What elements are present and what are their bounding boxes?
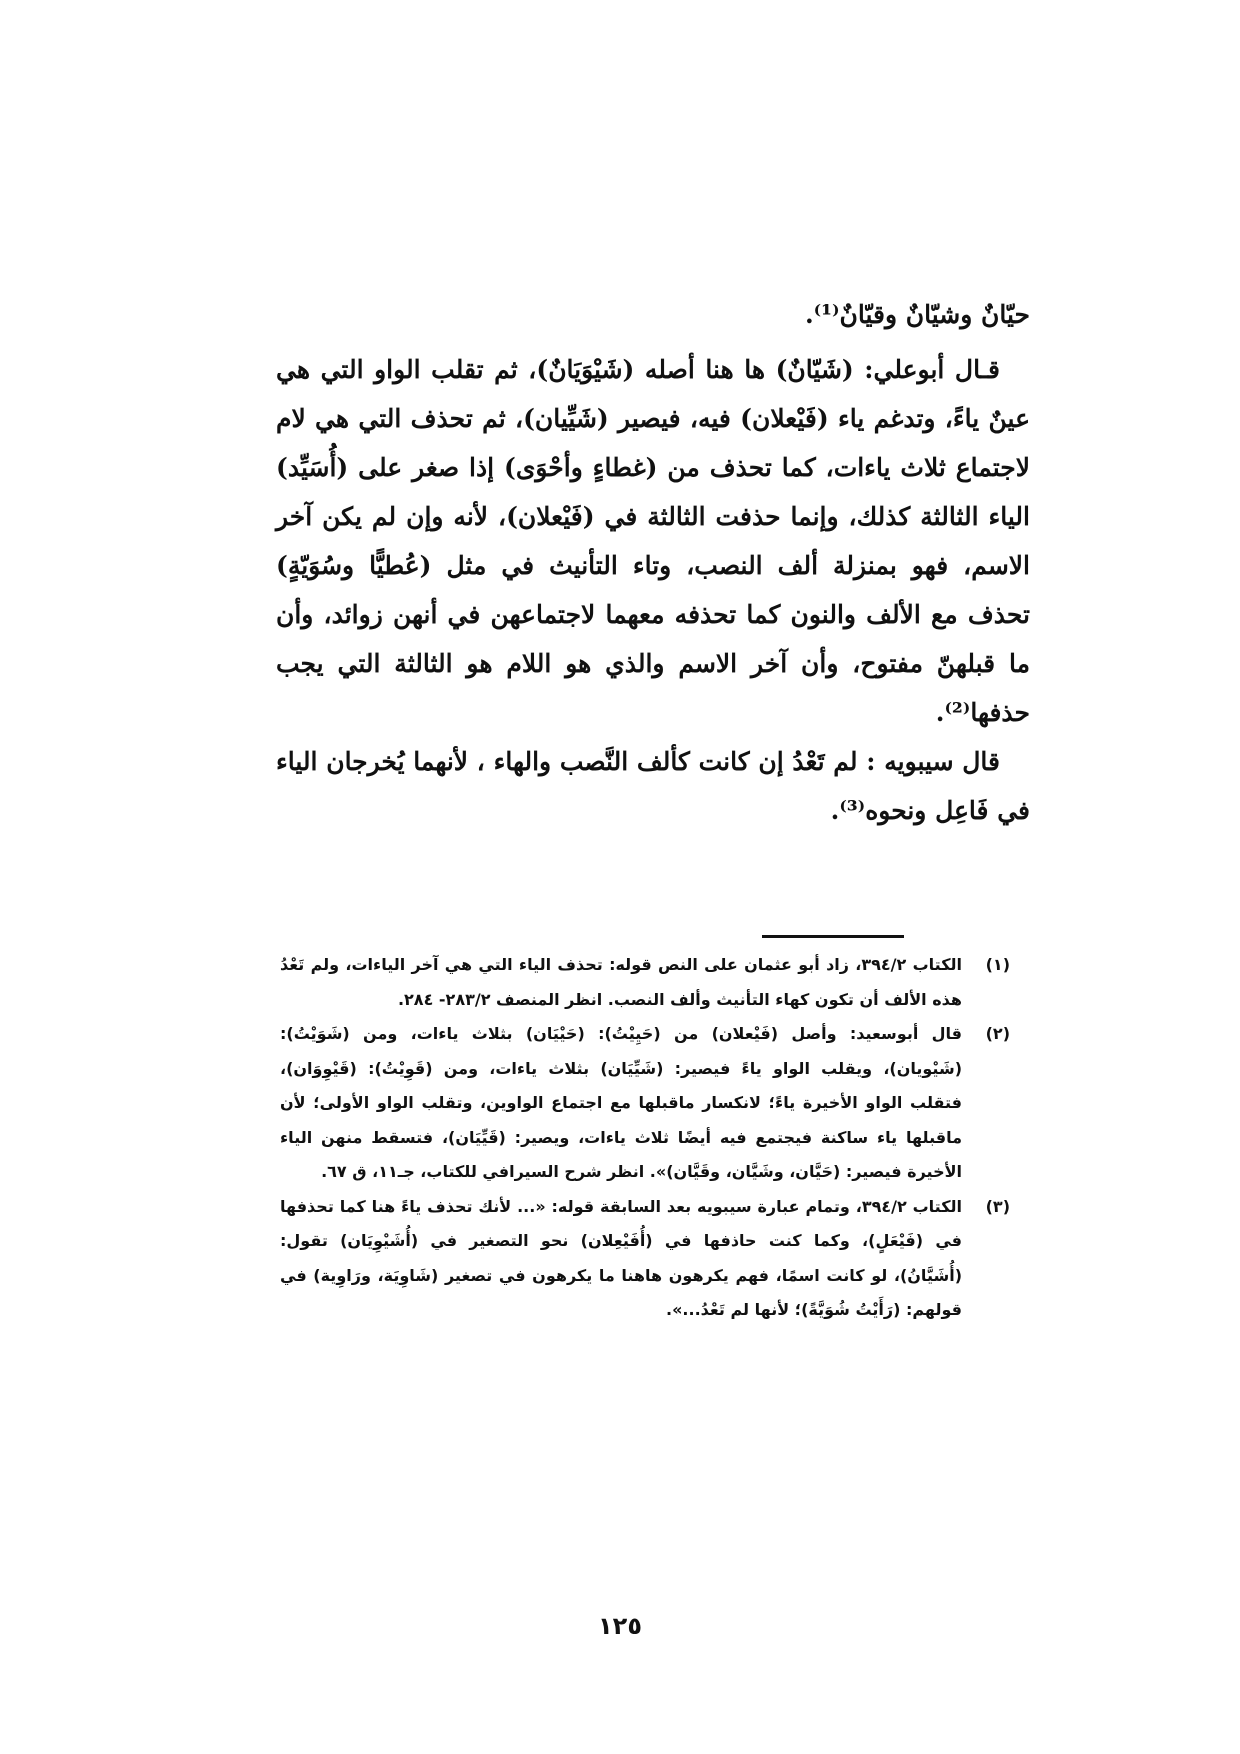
footnote-text: قال أبوسعيد: وأصل (فَيْعلان) من (حَيِيْتُ): (حَيْيَان) بثلاث ياءات، ومن (شَوَيْتُ): (شَيْويان)، ويقلب الواو ياءً فيصير: (شَيِّيَان) بثلاث ياءات، ومن (قَوِيْتُ): (قَيْوِوَان)، فتقلب الواو الأخيرة ياءً؛ لانكسار ماقبلها مع اجتماع الواوين، وتقلب الواو الأولى؛ لأن ماقبلها ياء ساكنة فيجتمع فيه أيضًا ثلاث ياءات، ويصير: (قَيِّيَان)، فتسقط منهن الياء الأخيرة فيصير: (حَيَّان، وشَيَّان، وقَيَّان)». انظر شرح السيرافي للكتاب، جـ١١، ق ٦٧. (280, 1024, 962, 1181)
sibawayh-paragraph (276, 737, 1030, 835)
footnote-number: (١) (985, 955, 1010, 974)
sibawayh-label: قال سيبويه : (866, 747, 1000, 776)
footnote-1 (280, 948, 1010, 1017)
main-text-block (276, 290, 1030, 835)
footnote-number: (٢) (985, 1024, 1010, 1043)
sibawayh-text: لم تَعْدُ إن كانت كألف النَّصب والهاء ، لأنهما يُخرجان الياء في فَاعِل ونحوه⁽³⁾. (276, 747, 1030, 825)
footnote-number: (٣) (985, 1196, 1010, 1216)
intro-line: حيّانٌ وشيّانٌ وقيّانٌ⁽¹⁾. (804, 300, 1030, 329)
page-number: ١٢٥ (598, 1612, 642, 1640)
footnote-separator (762, 935, 904, 938)
footnotes-section (280, 948, 1010, 1328)
footnote-text: الكتاب ٣٩٤/٢، زاد أبو عثمان على النص قوله: تحذف الياء التي هي آخر الياءات، ولم تَعْدُ هذه الألف أن تكون كهاء التأنيث وألف النصب. انظر المنصف ٢٨٣/٢- ٢٨٤. (280, 955, 962, 1009)
footnote-3 (280, 1190, 1010, 1328)
abu-ali-paragraph: قـال أبوعلي: (شَيّانٌ) ها هنا أصله (شَيْوَيَانٌ)، ثم تقلب الواو التي هي عينٌ ياءً، وتدغم ياء (فَيْعلان) فيه، فيصير (شَيِّيان)، ثم تحذف التي هي لام لاجتماع ثلاث ياءات، كما تحذف من (غطاءٍ وأحْوَى) إذا صغر على (أُسَيِّد) الياء الثالثة كذلك، وإنما حذفت الثالثة في (فَيْعلان)، لأنه وإن لم يكن آخر الاسم، فهو بمنزلة ألف النصب، وتاء التأنيث في مثل (عُطيًّا وسُوَيّةٍ) تحذف مع الألف والنون كما تحذفه معهما لاجتماعهن في أنهن زوائد، وأن ما قبلهنّ مفتوح، وأن آخر الاسم والذي هو اللام هو الثالثة التي يجب حذفها⁽²⁾. (276, 355, 1030, 727)
footnote-text: الكتاب ٣٩٤/٢، وتمام عبارة سيبويه بعد السابقة قوله: «... لأنك تحذف ياءً هنا كما تحذفها في (فَيْعَلٍ)، وكما كنت حاذفها في (أُفَيْعِلان) نحو التصغير في (أُشَيْوِيَان) تقول: (أُشَيَّانُ)، لو كانت اسمًا، فهم يكرهون هاهنا ما يكرهون في تصغير (شَاوِيَة، ورَاوِية) في قولهم: (رَأَيْتُ شُوَيَّةً)؛ لأنها لم تَعْدُ...». (280, 1196, 963, 1319)
footnote-2 (280, 1017, 1010, 1190)
